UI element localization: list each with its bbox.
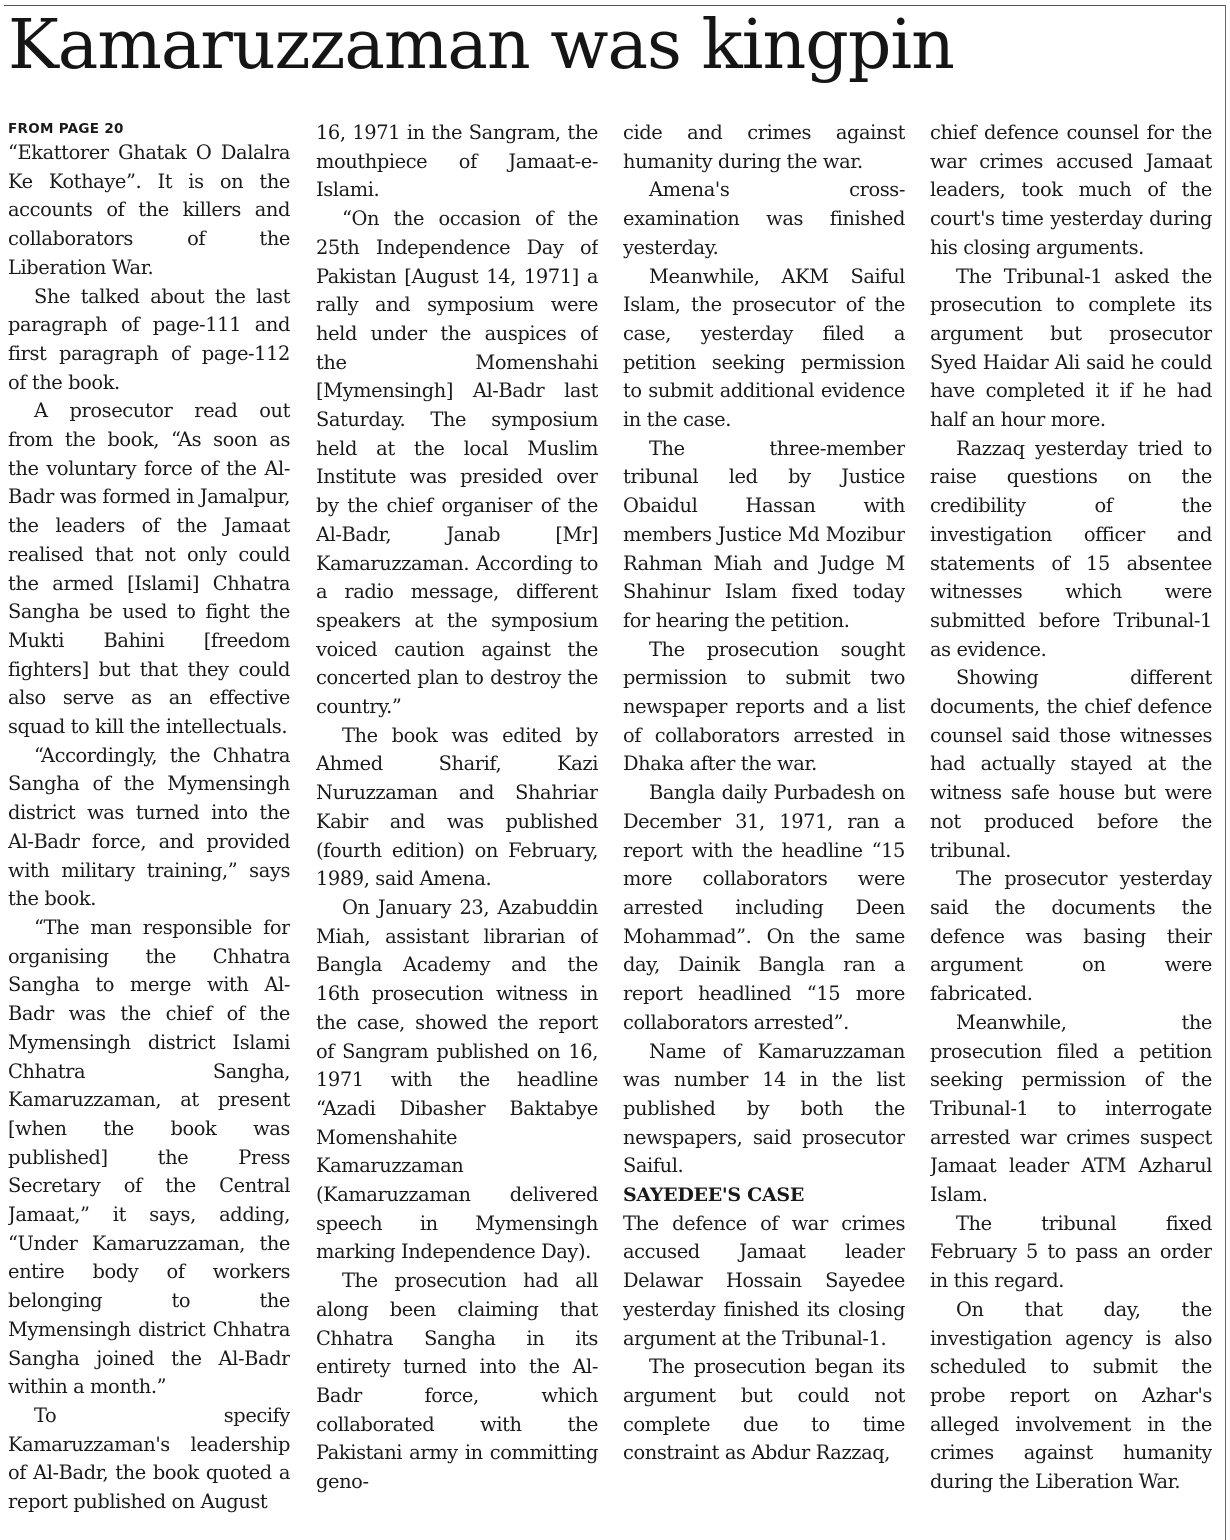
article-column-4 bbox=[930, 119, 1212, 1529]
paragraph: The prosecution sought permission to submit two newspaper reports and a list of collaborators arrested in Dhaka after the war. bbox=[623, 637, 905, 776]
paragraph: She talked about the last paragraph of page-111 and first paragraph of page-112 of the book. bbox=[8, 284, 290, 394]
paragraph: “Ekattorer Ghatak O Dalalra Ke Kothaye”. It is on the accounts of the killers and collaborators of the Liberation War. bbox=[8, 141, 290, 279]
paragraph: “The man responsible for organising the Chhatra Sangha to merge with Al-Badr was the chief of the Mymensingh district Islami Chhatra Sangha, Kamaruzzaman, at present [when the book was published] the Press Secretary of the Central Jamaat,” it says, adding, “Under Kamaruzzaman, the entire body of workers belonging to the Mymensingh district Chhatra Sangha joined the Al-Badr within a month.” bbox=[8, 915, 290, 1399]
paragraph: The book was edited by Ahmed Sharif, Kazi Nuruzzaman and Shahriar Kabir and was published (fourth edition) on February, 1989, said Amena. bbox=[316, 723, 598, 891]
paragraph: Razzaq yesterday tried to raise questions on the credibility of the investigation officer and statements of 15 absentee witnesses which were submitted before Tribunal-1 as evidence. bbox=[930, 436, 1212, 661]
kicker: FROM PAGE 20 bbox=[8, 121, 124, 137]
paragraph: The prosecutor yesterday said the documents the defence was basing their argument on were fabricated. bbox=[930, 867, 1212, 1006]
paragraph: 16, 1971 in the Sangram, the mouthpiece of Jamaat-e-Islami. bbox=[316, 121, 598, 202]
paragraph: Meanwhile, AKM Saiful Islam, the prosecutor of the case, yesterday filed a petition seeking permission to submit additional evidence in the case. bbox=[623, 264, 905, 432]
paragraph: The Tribunal-1 asked the prosecution to complete its argument but prosecutor Syed Haidar Ali said he could have completed it if he had half an hour more. bbox=[930, 264, 1212, 432]
paragraph: Name of Kamaruzzaman was number 14 in the list published by both the newspapers, said prosecutor Saiful. bbox=[623, 1039, 905, 1178]
paragraph: To specify Kamaruzzaman's leadership of Al-Badr, the book quoted a report published on August bbox=[8, 1403, 290, 1514]
article-column-3 bbox=[623, 119, 905, 1529]
paragraph: “Accordingly, the Chhatra Sangha of the Mymensingh district was turned into the Al-Badr force, and provided with military training,” says the book. bbox=[8, 743, 290, 911]
paragraph: The defence of war crimes accused Jamaat leader Delawar Hossain Sayedee yesterday finished its closing argument at the Tribunal-1. bbox=[623, 1211, 905, 1350]
paragraph: A prosecutor read out from the book, “As soon as the voluntary force of the Al-Badr was formed in Jamalpur, the leaders of the Jamaat realised that not only could the armed [Islami] Chhatra Sangha be used to fight the Mukti Bahini [freedom fighters] but that they could also serve as an effective squad to kill the intellectuals. bbox=[8, 399, 290, 739]
paragraph: On that day, the investigation agency is also scheduled to submit the probe report on Azhar's alleged involvement in the crimes against humanity during the Liberation War. bbox=[930, 1297, 1212, 1494]
right-rule bbox=[1225, 5, 1226, 1540]
paragraph: Amena's cross-examination was finished yesterday. bbox=[623, 178, 905, 259]
article-column-2 bbox=[316, 119, 598, 1529]
paragraph: “On the occasion of the 25th Independence Day of Pakistan [August 14, 1971] a rally and symposium were held under the auspices of the Momenshahi [Mymensingh] Al-Badr last Saturday. The symposium held at the local Muslim Institute was presided over by the chief organiser of the Al-Badr, Janab [Mr] Kamaruzzaman. According to a radio message, different speakers at the symposium voiced caution against the concerted plan to destroy the country.” bbox=[316, 207, 598, 719]
paragraph: The tribunal fixed February 5 to pass an order in this regard. bbox=[930, 1211, 1212, 1293]
paragraph: The three-member tribunal led by Justice Obaidul Hassan with members Justice Md Mozibur Rahman Miah and Judge M Shahinur Islam fixed today for hearing the petition. bbox=[623, 436, 905, 632]
paragraph: Bangla daily Purbadesh on December 31, 1971, ran a report with the headline “15 more collaborators were arrested including Deen Mohammad”. On the same day, Dainik Bangla ran a report headlined “15 more collaborators arrested”. bbox=[623, 781, 905, 1034]
paragraph: The prosecution began its argument but could not complete due to time constraint as Abdur Razzaq, bbox=[623, 1355, 905, 1465]
paragraph: chief defence counsel for the war crimes accused Jamaat leaders, took much of the court's time yesterday during his closing arguments. bbox=[930, 121, 1212, 259]
article-column-1 bbox=[8, 119, 290, 1529]
paragraph: The prosecution had all along been claiming that Chhatra Sangha in its entirety turned into the Al-Badr force, which collaborated with the Pakistani army in committing geno- bbox=[316, 1269, 598, 1494]
paragraph: On January 23, Azabuddin Miah, assistant librarian of Bangla Academy and the 16th prosecution witness in the case, showed the report of Sangram published on 16, 1971 with the headline “Azadi Dibasher Baktabye Momenshahite Kamaruzzaman (Kamaruzzaman delivered speech in Mymensingh marking Independence Day). bbox=[316, 895, 598, 1264]
section-subhead: SAYEDEE'S CASE bbox=[623, 1184, 805, 1207]
headline: Kamaruzzaman was kingpin bbox=[8, 6, 954, 85]
paragraph: Showing different documents, the chief defence counsel said those witnesses had actually stayed at the witness safe house but were not produced before the tribunal. bbox=[930, 666, 1212, 862]
paragraph: cide and crimes against humanity during the war. bbox=[623, 121, 905, 173]
paragraph: Meanwhile, the prosecution filed a petition seeking permission of the Tribunal-1 to interrogate arrested war crimes suspect Jamaat leader ATM Azharul Islam. bbox=[930, 1010, 1212, 1207]
